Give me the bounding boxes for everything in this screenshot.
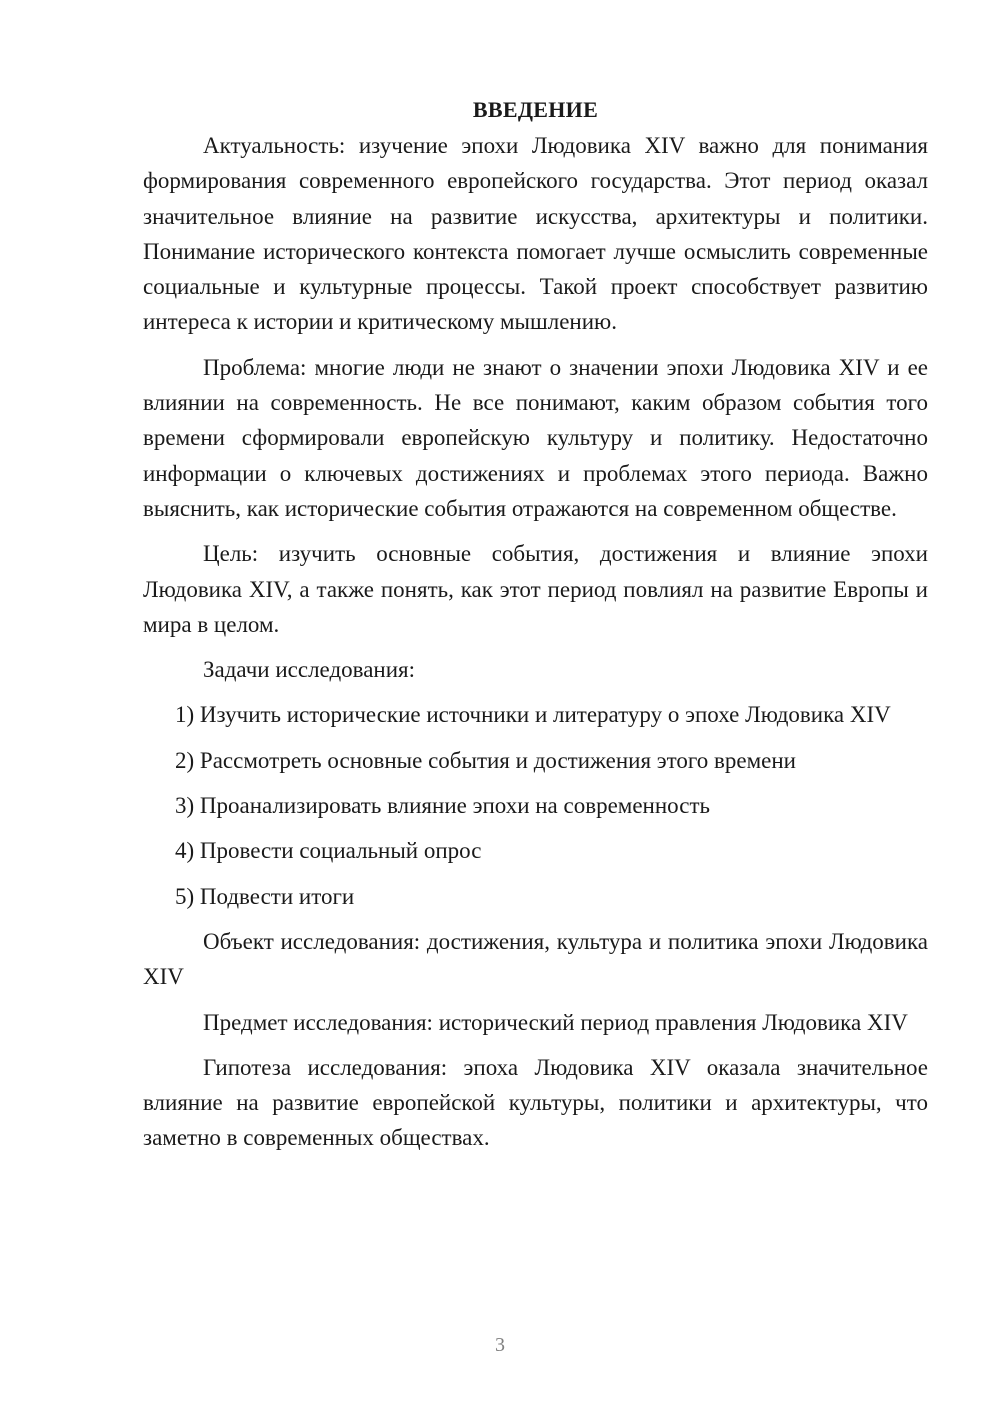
page-title: ВВЕДЕНИЕ	[472, 97, 599, 122]
page-number: 3	[495, 1334, 505, 1356]
subject-paragraph: Предмет исследования: исторический период правления Людовика XIV	[203, 1009, 908, 1035]
goal-paragraph: Цель: изучить основные события, достижения и влияние эпохи Людовика XIV, а также понять, как этот период повлиял на развитие Европы и мира в целом.	[143, 541, 928, 637]
task-item: 3) Проанализировать влияние эпохи на современность	[175, 793, 710, 819]
hypothesis-paragraph: Гипотеза исследования: эпоха Людовика XIV оказала значительное влияние на развитие европейской культуры, политики и архитектуры, что заметно в современных обществах.	[143, 1054, 928, 1151]
object-paragraph: Объект исследования: достижения, культура и политика эпохи Людовика XIV	[143, 928, 928, 990]
task-item: 5) Подвести итоги	[175, 883, 355, 909]
task-item: 2) Рассмотреть основные события и достижения этого времени	[175, 747, 796, 773]
task-item: 4) Провести социальный опрос	[175, 838, 482, 864]
document-page	[143, 92, 928, 1156]
relevance-paragraph: Актуальность: изучение эпохи Людовика XIV важно для понимания формирования современного европейского государства. Этот период оказал значительное влияние на развитие искусства, архитектуры и политики. Понимание исторического контекста помогает лучше осмыслить современные социальные и культурные процессы. Такой проект способствует развитию интереса к истории и критическому мышлению.	[143, 133, 928, 335]
tasks-list	[143, 697, 928, 913]
problem-paragraph: Проблема: многие люди не знают о значении эпохи Людовика XIV и ее влиянии на современность. Не все понимают, каким образом события того времени сформировали европейскую культуру и политику. Недостаточно информации о ключевых достижениях и проблемах этого периода. Важно выяснить, как исторические события отражаются на современном обществе.	[143, 354, 928, 521]
tasks-heading: Задачи исследования:	[203, 657, 416, 683]
task-item: 1) Изучить исторические источники и литературу о эпохе Людовика XIV	[175, 702, 891, 728]
